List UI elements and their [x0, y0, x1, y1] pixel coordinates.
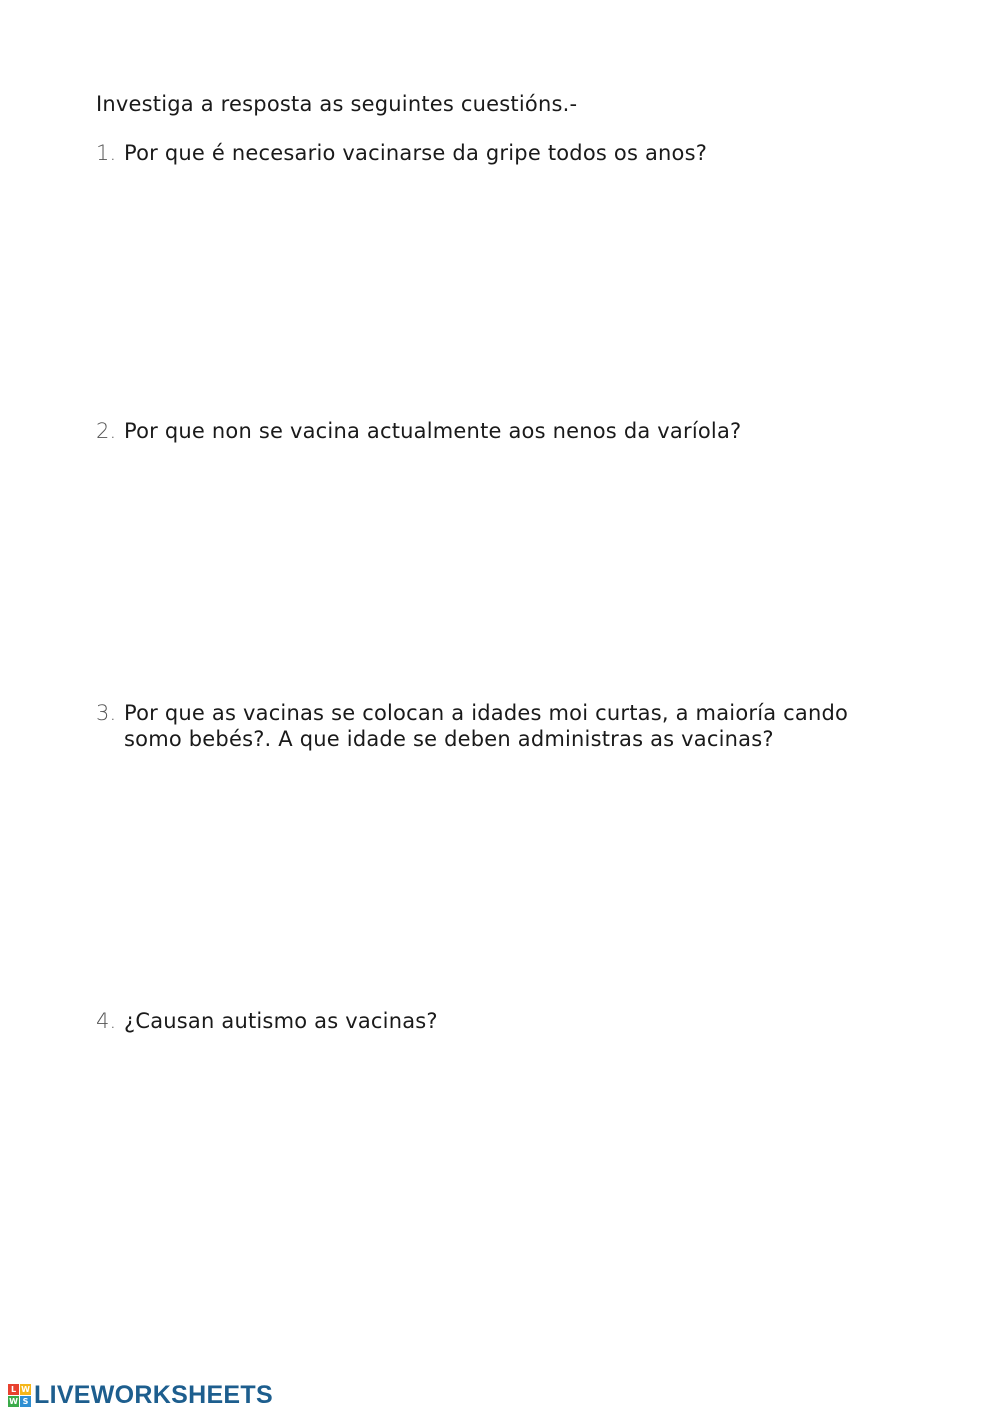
logo-mark-cell: W	[21, 1384, 30, 1394]
question-text: Por que é necesario vacinarse da gripe todos os anos?	[124, 141, 708, 165]
answer-field-4[interactable]	[96, 1048, 900, 1272]
question-text: Por que as vacinas se colocan a idades moi curtas, a maioría cando somo bebés?. A que idade se deben administras as vacinas?	[124, 701, 849, 751]
question-3	[96, 700, 896, 752]
question-number: 1.	[96, 141, 117, 165]
liveworksheets-logo[interactable]	[8, 1380, 273, 1410]
answer-field-3[interactable]	[96, 766, 900, 990]
logo-mark-icon	[8, 1384, 31, 1407]
answer-field-1[interactable]	[96, 180, 900, 404]
question-2	[96, 418, 896, 444]
question-1	[96, 140, 896, 166]
question-number: 4.	[96, 1009, 117, 1033]
question-4	[96, 1008, 896, 1034]
question-number: 2.	[96, 419, 117, 443]
question-number: 3.	[96, 701, 117, 725]
logo-text: LIVEWORKSHEETS	[34, 1380, 273, 1409]
logo-mark-cell: L	[8, 1384, 19, 1395]
answer-field-2[interactable]	[96, 458, 900, 682]
question-text: Por que non se vacina actualmente aos nenos da varíola?	[124, 419, 742, 443]
question-text: ¿Causan autismo as vacinas?	[124, 1009, 438, 1033]
logo-mark-cell: W	[9, 1396, 18, 1406]
logo-mark-cell: S	[20, 1396, 31, 1407]
instructions-heading: Investiga a resposta as seguintes cuestións.-	[96, 92, 578, 116]
